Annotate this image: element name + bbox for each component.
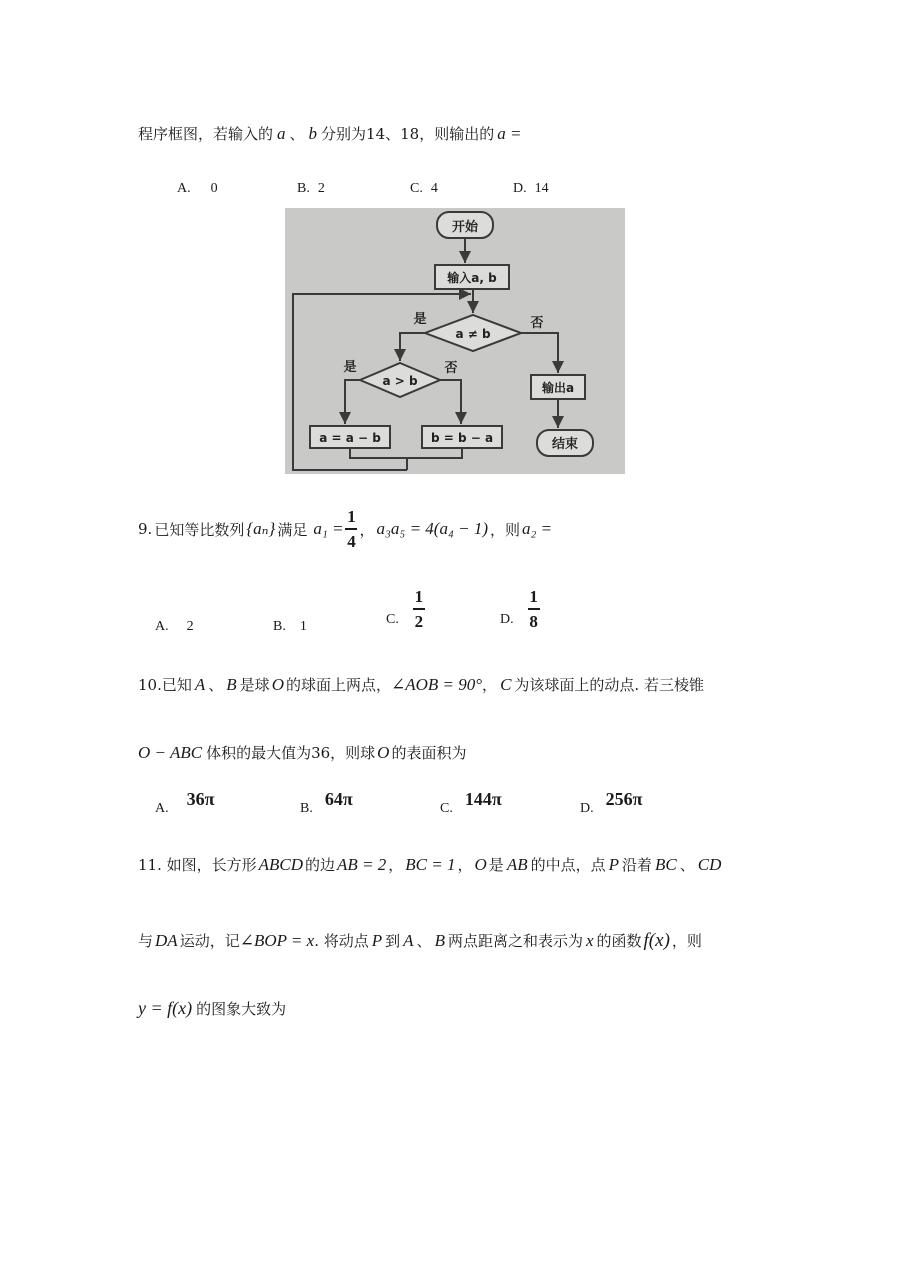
fraction-bar [413, 608, 425, 610]
q11-line3 [138, 998, 286, 1019]
q9-seq: {aₙ} [246, 519, 276, 538]
q9-stem [138, 508, 552, 550]
q10-text: ， [482, 676, 498, 694]
option-letter: D. [513, 181, 527, 196]
q11-text: 的边 [305, 856, 336, 874]
option-letter: A. [155, 619, 169, 634]
q11-variable-x: x [585, 931, 594, 950]
q9-option-d [500, 588, 540, 630]
q11-text: ， [457, 856, 473, 874]
flowchart-yes1-label: 是 [413, 312, 427, 327]
q11-text: 、 [679, 856, 695, 874]
q8-stem-end: a = [497, 124, 522, 143]
q10-point-o: O [271, 675, 284, 694]
q10-text: 的表面积为 [391, 744, 467, 762]
q10-number: 10. [138, 676, 162, 694]
q10-tetrahedron: O − ABC [138, 743, 203, 762]
q10-line2 [138, 742, 466, 763]
q11-text: 的中点，点 [530, 856, 606, 874]
q11-line2 [138, 930, 702, 952]
q11-segment-ab: AB [506, 855, 528, 874]
q10-sep: 、 [208, 676, 224, 694]
q8-option-d [513, 181, 549, 197]
option-value: 36π [186, 789, 215, 809]
option-letter: A. [155, 801, 169, 816]
q8-option-c [410, 181, 438, 197]
fraction-bar [528, 608, 540, 610]
fraction-denominator: 2 [414, 612, 424, 631]
q8-var-a: a [277, 124, 286, 143]
q11-line1 [138, 854, 721, 875]
q9-option-c-fraction [413, 588, 425, 630]
q10-option-a [155, 789, 215, 817]
q11-function: f(x) [643, 930, 670, 951]
q11-rectangle: ABCD [258, 855, 304, 874]
option-value: 256π [605, 789, 643, 809]
flowchart-start-label: 开始 [451, 220, 479, 235]
q11-angle: ∠BOP = x [239, 931, 315, 950]
q11-graph-function: y = f(x) [138, 998, 193, 1018]
q10-option-c [440, 789, 502, 817]
flowchart-image [285, 208, 625, 474]
flowchart-input-label: 输入a, b [447, 271, 497, 285]
q10-option-b [300, 789, 353, 817]
q11-text: 运动，记 [179, 932, 240, 950]
q9-ask: a₂ = [522, 519, 553, 538]
q11-point-p: P [608, 855, 619, 874]
q10-text: 为该球面上的动点. 若三棱锥 [514, 676, 704, 694]
flowchart-cond2-label: a > b [382, 374, 418, 388]
option-letter: D. [500, 612, 514, 627]
fraction-denominator: 4 [347, 532, 356, 551]
q9-option-a [155, 619, 194, 635]
option-letter: B. [297, 181, 310, 196]
flowchart-yes2-label: 是 [343, 360, 357, 375]
q11-text: 11. 如图，长方形 [138, 856, 257, 874]
q9-option-c [386, 588, 425, 630]
option-value: 144π [464, 789, 502, 809]
q10-text: 的球面上两点， [285, 676, 391, 694]
flowchart-assign-a-label: a = a − b [319, 431, 381, 445]
q10-line1 [138, 674, 704, 695]
q11-point-p: P [371, 931, 383, 950]
q9-condition: a₃a₅ = 4(a₄ − 1) [376, 519, 488, 538]
fraction-numerator: 1 [347, 507, 356, 526]
fraction-numerator: 1 [414, 587, 424, 606]
q11-text: 、 [416, 932, 432, 950]
flowchart-assign-b-label: b = b − a [430, 431, 494, 445]
q9-text1: 已知等比数列 [154, 520, 245, 539]
fraction-numerator: 1 [529, 587, 538, 606]
q10-text: 是球 [239, 676, 270, 694]
option-letter: C. [440, 801, 453, 816]
q11-bc: BC = 1 [405, 855, 456, 874]
option-letter: D. [580, 801, 594, 816]
fraction-denominator: 8 [529, 612, 538, 631]
q9-a1-lhs: a₁ = [313, 519, 344, 538]
q11-text: 到 [385, 932, 401, 950]
q8-stem-prefix: 程序框图，若输入的 [138, 125, 274, 143]
q8-stem [138, 123, 521, 144]
q10-text: 已知 [161, 676, 192, 694]
q11-text: ，则 [671, 932, 702, 950]
q8-var-b: b [308, 124, 318, 143]
flowchart-output-label: 输出a [541, 381, 575, 395]
option-letter: B. [300, 801, 313, 816]
q9-option-b [273, 619, 307, 635]
q10-text: 体积的最大值为36，则球 [206, 744, 376, 762]
q10-point-c: C [500, 675, 512, 694]
q8-stem-mid: 分别为14、18，则输出的 [321, 125, 495, 143]
q10-angle: ∠AOB = 90° [390, 675, 483, 694]
option-letter: C. [386, 612, 399, 627]
option-letter: C. [410, 181, 423, 196]
q11-segment-bc: BC [655, 855, 677, 874]
q11-segment-cd: CD [697, 855, 722, 874]
q9-text2: 满足 [277, 520, 308, 539]
q9-comma2: ，则 [490, 520, 521, 539]
option-letter: A. [177, 181, 191, 196]
flowchart-no2-label: 否 [444, 361, 458, 376]
q9-a1-fraction [345, 508, 357, 550]
q8-option-a [177, 181, 218, 197]
q11-point-a: A [403, 931, 414, 950]
q8-option-b [297, 181, 325, 197]
option-value: 4 [430, 181, 438, 196]
q11-text: 的函数 [596, 932, 642, 950]
option-value: 2 [317, 181, 325, 196]
option-value: 64π [324, 789, 353, 809]
q11-point-b: B [434, 931, 445, 950]
q10-point-b: B [226, 675, 237, 694]
q10-point-o: O [377, 743, 390, 762]
fraction-bar [345, 528, 357, 530]
flowchart-cond1-label: a ≠ b [455, 327, 491, 341]
q8-sep: 、 [289, 125, 305, 143]
option-value: 0 [210, 181, 218, 196]
q10-point-a: A [194, 675, 206, 694]
q11-text: 的图象大致为 [196, 1000, 287, 1018]
option-value: 14 [534, 181, 549, 196]
flowchart-no1-label: 否 [530, 316, 544, 331]
q9-number: 9. [138, 520, 153, 538]
q10-option-d [580, 789, 643, 817]
q11-point-o: O [474, 855, 487, 874]
option-value: 1 [299, 619, 307, 634]
q11-text: 与 [138, 932, 154, 950]
q11-text: 是 [488, 856, 504, 874]
q11-text: . 将动点 [314, 932, 369, 950]
q11-segment-da: DA [155, 931, 178, 950]
q11-text: ， [388, 856, 404, 874]
option-letter: B. [273, 619, 286, 634]
q9-comma1: ， [359, 520, 375, 539]
q11-text: 两点距离之和表示为 [447, 932, 583, 950]
q9-option-d-fraction [528, 588, 540, 630]
option-value: 2 [186, 619, 194, 634]
flowchart-end-label: 结束 [551, 437, 579, 452]
q11-ab: AB = 2 [337, 855, 387, 874]
q11-text: 沿着 [622, 856, 653, 874]
